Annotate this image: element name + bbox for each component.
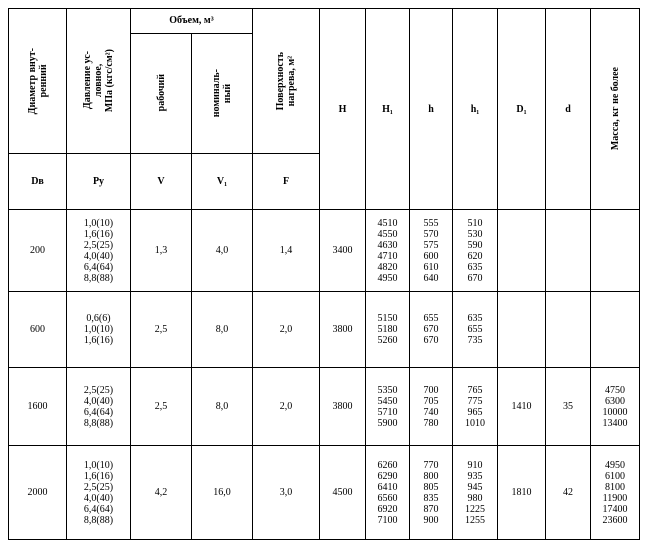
cell-H1: 5150 5180 5260: [366, 292, 410, 368]
cell-H: 3800: [320, 292, 366, 368]
header-H1: H₁: [366, 9, 410, 210]
cell-v: 4,2: [131, 446, 192, 540]
cell-H: 3400: [320, 210, 366, 292]
header-pressure-label: Давление ус- ловное, МПа (кгс/см²): [82, 49, 115, 113]
cell-d: [546, 292, 591, 368]
cell-v: 2,5: [131, 292, 192, 368]
header-surface-label: Поверхность нагрева, м²: [275, 51, 297, 110]
header-d: d: [546, 9, 591, 210]
cell-dv: 1600: [9, 368, 67, 446]
cell-py: 0,6(6) 1,0(10) 1,6(16): [67, 292, 131, 368]
cell-D1: [498, 292, 546, 368]
cell-v: 1,3: [131, 210, 192, 292]
header-diameter: [9, 9, 67, 154]
header-volume-nominal-label: номиналь- ный: [211, 68, 233, 118]
cell-D1: 1810: [498, 446, 546, 540]
spec-table: [8, 8, 640, 540]
cell-D1: 1410: [498, 368, 546, 446]
cell-dv: 2000: [9, 446, 67, 540]
cell-f: 2,0: [253, 368, 320, 446]
header-H: H: [320, 9, 366, 210]
header-volume-nominal: [192, 33, 253, 153]
cell-py: 1,0(10) 1,6(16) 2,5(25) 4,0(40) 6,4(64) 8,8(88): [67, 210, 131, 292]
cell-mass: [591, 292, 640, 368]
cell-mass: 4950 6100 8100 11900 17400 23600: [591, 446, 640, 540]
header-D1: D₁: [498, 9, 546, 210]
cell-v: 2,5: [131, 368, 192, 446]
header-surface: [253, 9, 320, 154]
cell-h: 655 670 670: [410, 292, 453, 368]
cell-D1: [498, 210, 546, 292]
cell-h1: 765 775 965 1010: [453, 368, 498, 446]
cell-dv: 200: [9, 210, 67, 292]
header-h1: h₁: [453, 9, 498, 210]
cell-h: 700 705 740 780: [410, 368, 453, 446]
symbol-diameter: Dв: [9, 153, 67, 209]
header-diameter-label: Диаметр внут- ренний: [26, 47, 49, 114]
cell-H: 4500: [320, 446, 366, 540]
cell-H1: 6260 6290 6410 6560 6920 7100: [366, 446, 410, 540]
header-mass-label: Масса, кг не более: [609, 67, 621, 151]
cell-H1: 4510 4550 4630 4710 4820 4950: [366, 210, 410, 292]
header-pressure: [67, 9, 131, 154]
symbol-volume-working: V: [131, 153, 192, 209]
header-volume-working-label: рабочий: [155, 74, 167, 112]
cell-d: [546, 210, 591, 292]
header-volume-working: [131, 33, 192, 153]
cell-py: 2,5(25) 4,0(40) 6,4(64) 8,8(88): [67, 368, 131, 446]
cell-f: 2,0: [253, 292, 320, 368]
symbol-volume-nominal: V₁: [192, 153, 253, 209]
header-mass: [591, 9, 640, 210]
cell-H: 3800: [320, 368, 366, 446]
cell-h: 770 800 805 835 870 900: [410, 446, 453, 540]
cell-mass: 4750 6300 10000 13400: [591, 368, 640, 446]
cell-h1: 910 935 945 980 1225 1255: [453, 446, 498, 540]
table-row: [9, 292, 640, 368]
header-volume: Объем, м³: [131, 9, 253, 34]
table-row: [9, 368, 640, 446]
cell-py: 1,0(10) 1,6(16) 2,5(25) 4,0(40) 6,4(64) 8,8(88): [67, 446, 131, 540]
table-row: [9, 210, 640, 292]
cell-f: 1,4: [253, 210, 320, 292]
cell-v1: 4,0: [192, 210, 253, 292]
cell-f: 3,0: [253, 446, 320, 540]
cell-mass: [591, 210, 640, 292]
symbol-pressure: Py: [67, 153, 131, 209]
header-h: h: [410, 9, 453, 210]
symbol-surface: F: [253, 153, 320, 209]
cell-d: 42: [546, 446, 591, 540]
table-row: [9, 446, 640, 540]
cell-v1: 8,0: [192, 368, 253, 446]
cell-h1: 635 655 735: [453, 292, 498, 368]
cell-v1: 16,0: [192, 446, 253, 540]
cell-h: 555 570 575 600 610 640: [410, 210, 453, 292]
cell-h1: 510 530 590 620 635 670: [453, 210, 498, 292]
cell-H1: 5350 5450 5710 5900: [366, 368, 410, 446]
header-row-1: [9, 9, 640, 34]
cell-dv: 600: [9, 292, 67, 368]
cell-v1: 8,0: [192, 292, 253, 368]
cell-d: 35: [546, 368, 591, 446]
